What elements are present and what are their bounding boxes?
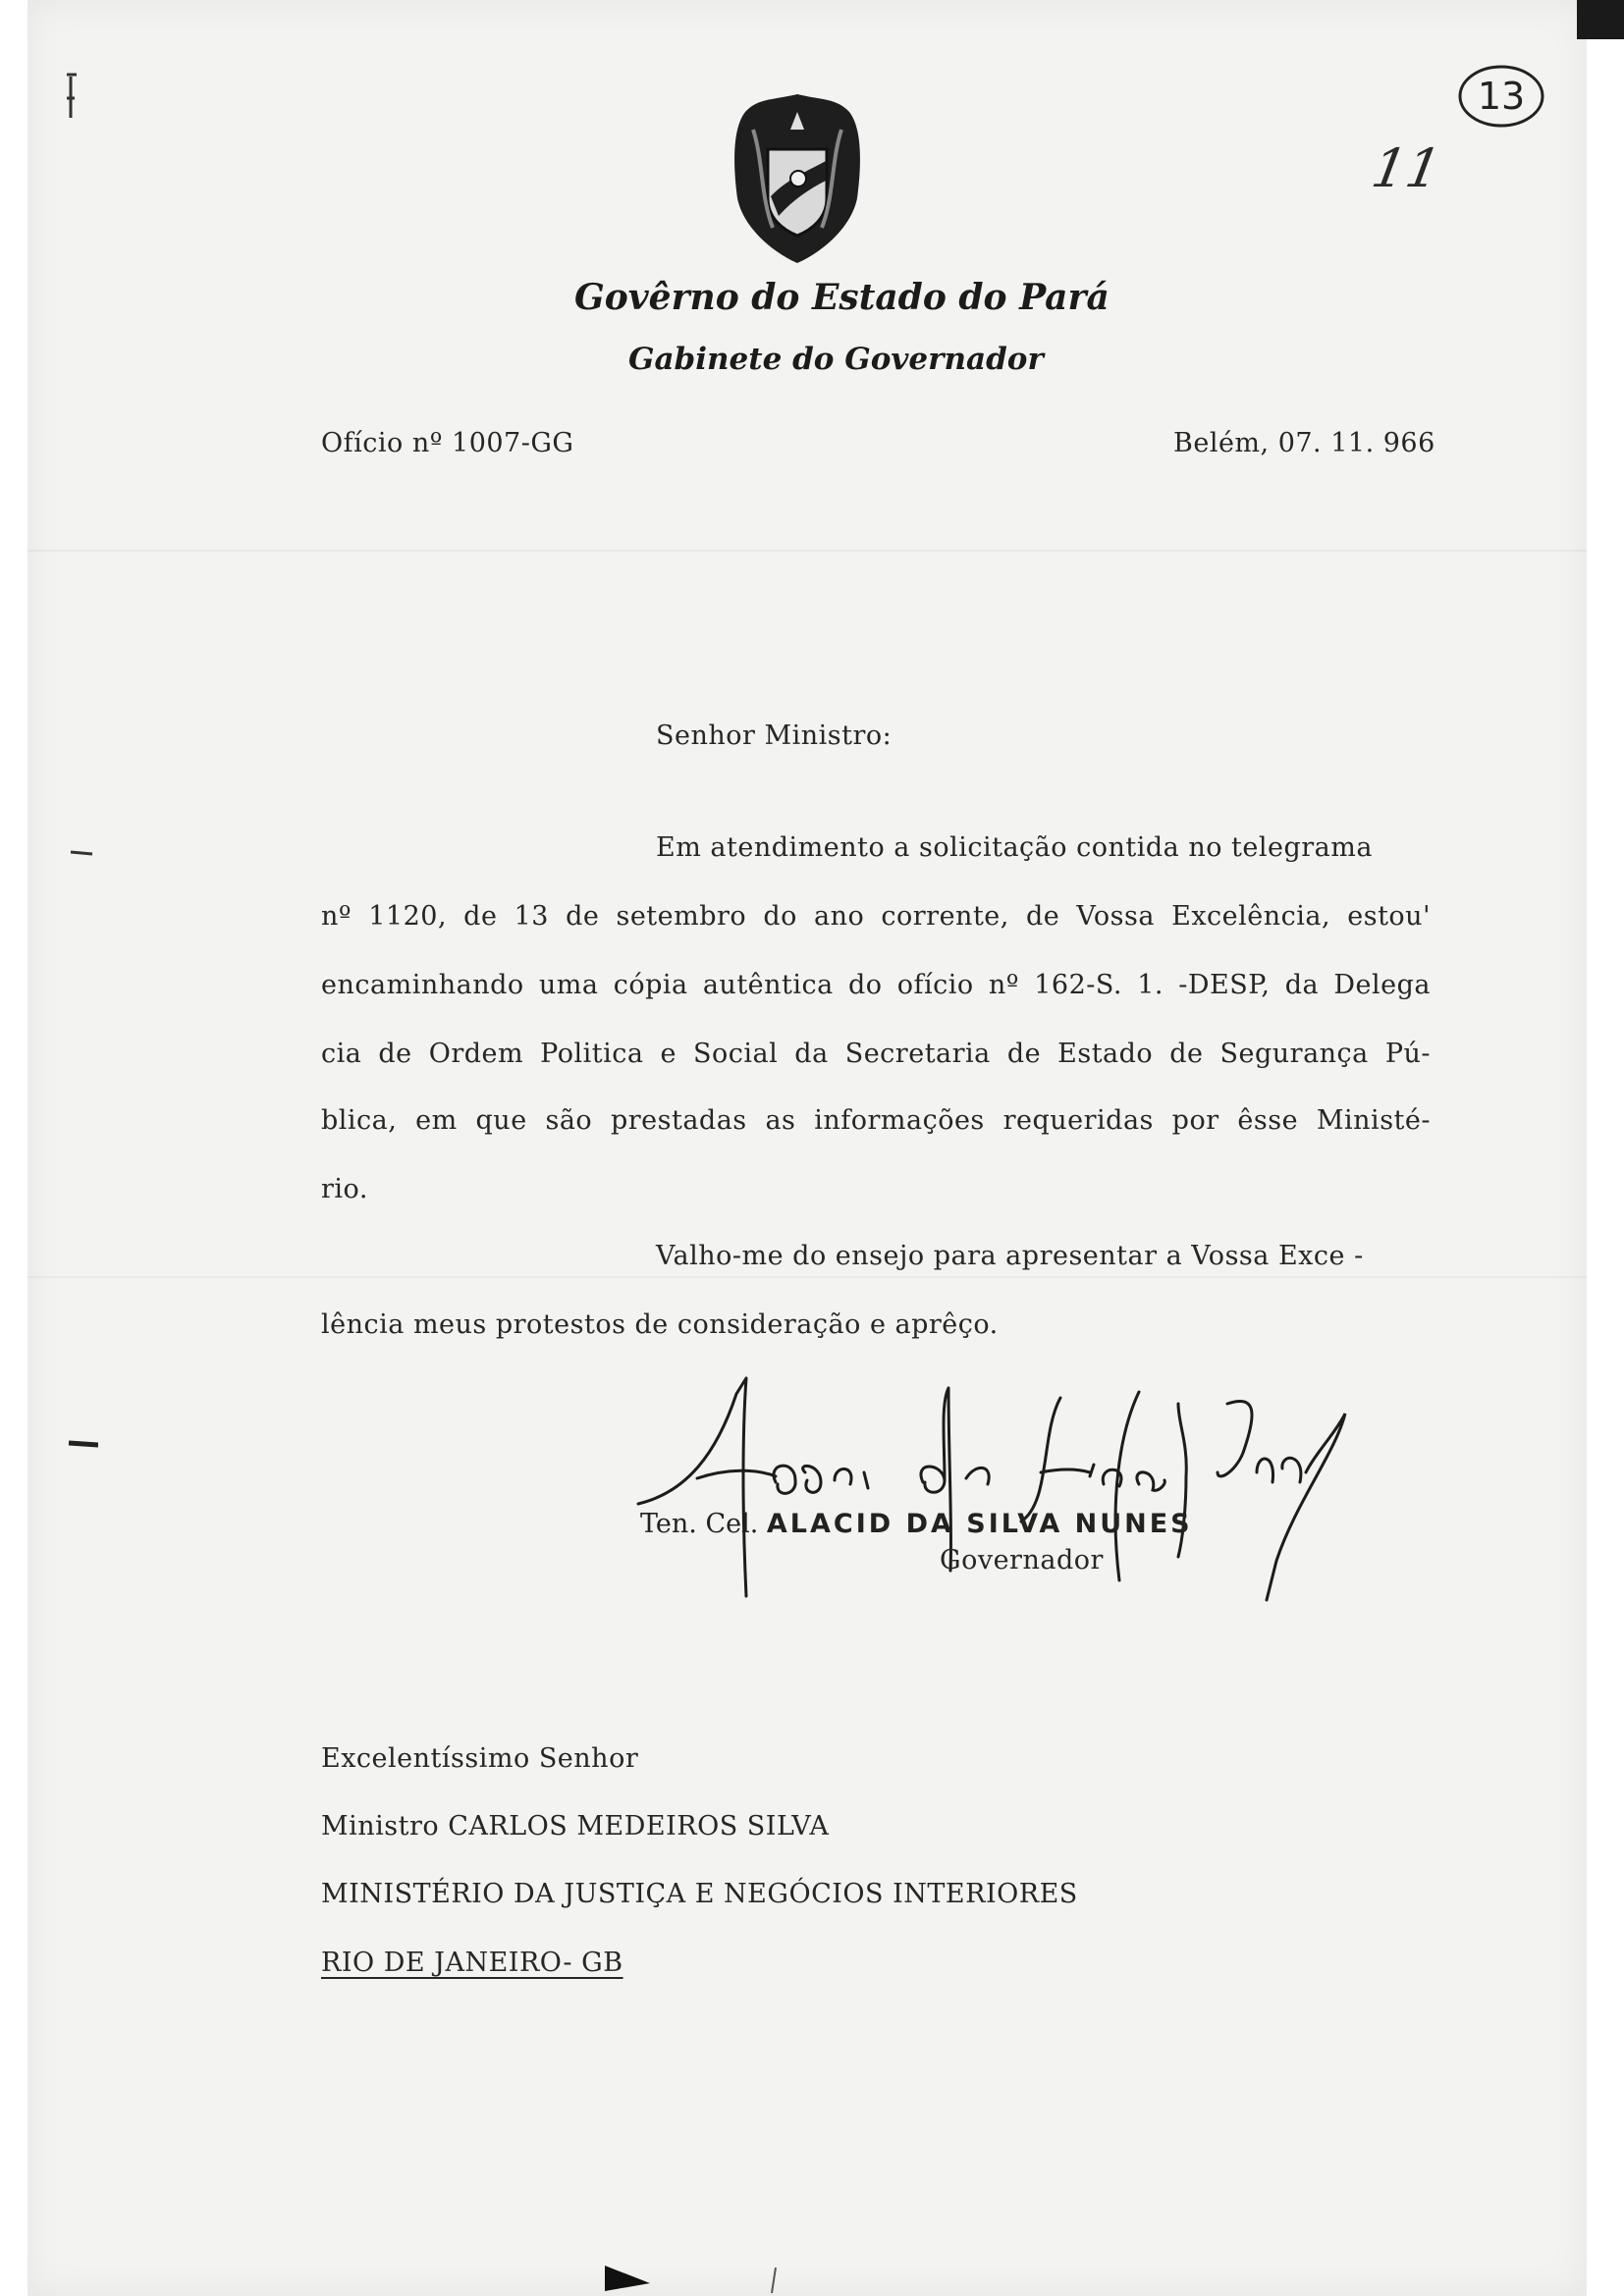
place-date: Belém, 07. 11. 966 — [1173, 428, 1435, 458]
paragraph-line: cia de Ordem Politica e Social da Secretaria de Estado de Segurança Pú- — [321, 1039, 1431, 1069]
recipient-line: MINISTÉRIO DA JUSTIÇA E NEGÓCIOS INTERIORES — [321, 1879, 1078, 1909]
signature-rank: Ten. Cel. — [640, 1509, 759, 1539]
folio-number: 13 — [1477, 75, 1526, 118]
signature-printed-name: ALACID DA SILVA NUNES — [766, 1509, 1193, 1539]
margin-marks — [59, 59, 98, 1453]
folio-stamp — [1456, 61, 1546, 132]
paper-fold-line — [27, 1276, 1587, 1278]
salutation: Senhor Ministro: — [656, 721, 893, 751]
paragraph-line: nº 1120, de 13 de setembro do ano corrente, de Vossa Excelência, estou' — [321, 901, 1431, 932]
paragraph-line: Valho-me do ensejo para apresentar a Vossa Exce - — [656, 1241, 1364, 1271]
paragraph-line: encaminhando uma cópia autêntica do ofício nº 162-S. 1. -DESP, da Delega — [321, 970, 1431, 1000]
letterhead-government: Govêrno do Estado do Pará — [574, 277, 1110, 318]
scan-edge — [1577, 0, 1624, 39]
signature-name — [640, 1509, 1193, 1539]
paper-fold-line — [27, 550, 1587, 552]
paragraph-line: lência meus protestos de consideração e aprêço. — [321, 1309, 999, 1340]
recipient-line: RIO DE JANEIRO- GB — [321, 1948, 623, 1978]
scan-bottom-mark — [589, 2258, 785, 2296]
letterhead-cabinet: Gabinete do Governador — [628, 342, 1044, 377]
recipient-line: Ministro CARLOS MEDEIROS SILVA — [321, 1811, 830, 1842]
recipient-line: Excelentíssimo Senhor — [321, 1743, 639, 1774]
paragraph-line: blica, em que são prestadas as informações requeridas por êsse Ministé- — [321, 1105, 1431, 1136]
signature-title: Governador — [940, 1545, 1104, 1575]
office-number: Ofício nº 1007-GG — [321, 428, 574, 458]
folio-handwritten: 11 — [1367, 137, 1446, 199]
paragraph-line: rio. — [321, 1174, 368, 1204]
coat-of-arms-seal — [724, 90, 871, 267]
paragraph-line: Em atendimento a solicitação contida no telegrama — [656, 832, 1373, 863]
handwritten-signature — [628, 1374, 1355, 1639]
